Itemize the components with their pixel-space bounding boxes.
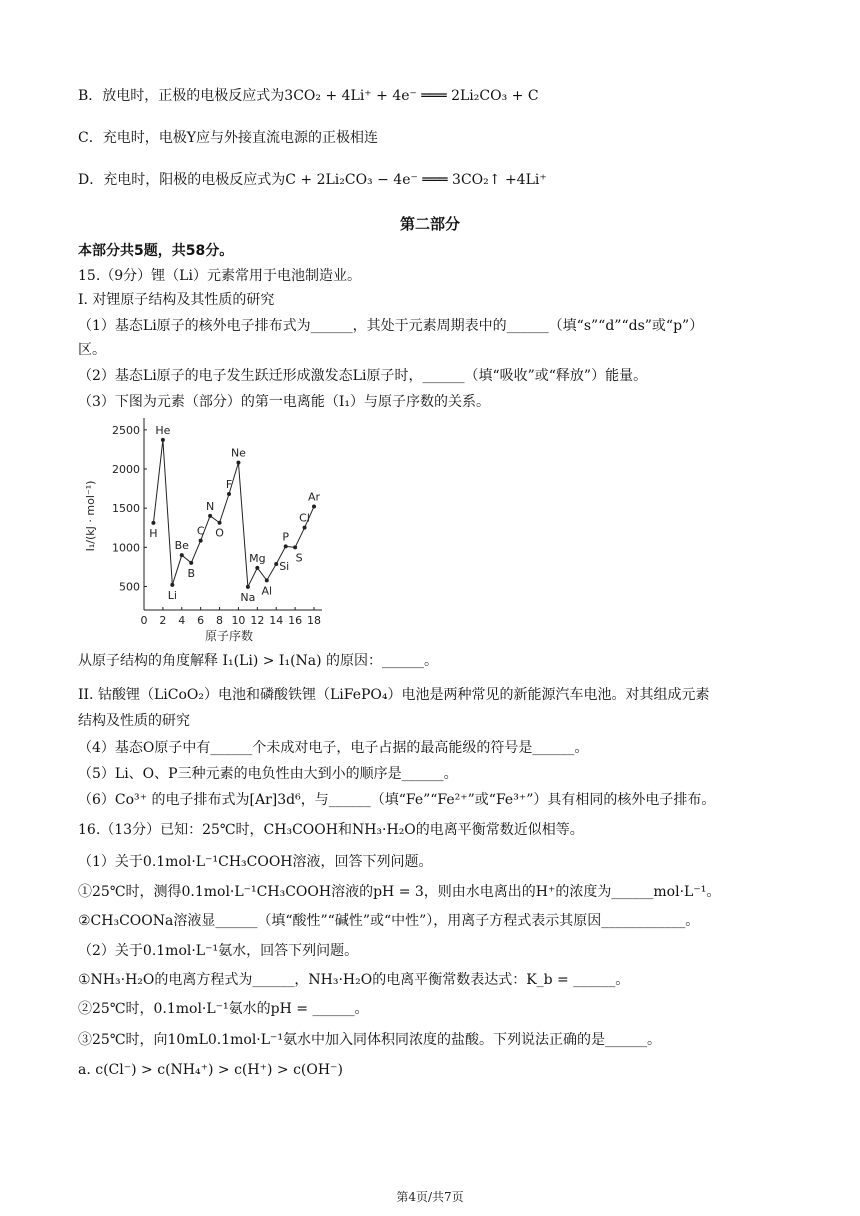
data-point bbox=[274, 562, 278, 566]
data-point bbox=[255, 566, 259, 570]
element-label: Ne bbox=[230, 446, 246, 460]
text-line-q15-II-b: 结构及性质的研究 bbox=[78, 713, 190, 729]
text-line-q15-3: （3）下图为元素（部分）的第一电离能（I₁）与原子序数的关系。 bbox=[78, 394, 491, 410]
data-point bbox=[246, 585, 250, 589]
text-line-optC: C．充电时，电极Y应与外接直流电源的正极相连 bbox=[78, 130, 378, 146]
x-tick-label: 6 bbox=[197, 614, 205, 627]
x-tick-label: 4 bbox=[178, 614, 186, 627]
page-footer: 第4页/共7页 bbox=[396, 1190, 464, 1204]
text-line-q16-2b: ②25℃时，0.1mol·L⁻¹氨水的pH = ______。 bbox=[78, 1001, 369, 1017]
x-tick-label: 14 bbox=[269, 614, 284, 627]
element-label: Na bbox=[240, 590, 256, 604]
text-line-q15-II-a: II. 钴酸锂（LiCoO₂）电池和磷酸铁锂（LiFePO₄）电池是两种常见的新能源汽车电池。对其组成元素 bbox=[78, 687, 710, 703]
element-label: Si bbox=[279, 560, 290, 574]
text-line-q16-1b: ②CH₃COONa溶液显______（填“酸性”“碱性”或“中性”），用离子方程式表示其原因____________。 bbox=[78, 913, 700, 929]
text-line-q15-5: （5）Li、O、P三种元素的电负性由大到小的顺序是______。 bbox=[78, 766, 458, 782]
series-line-1 bbox=[172, 463, 248, 587]
text-line-q15-6: （6）Co³⁺ 的电子排布式为[Ar]3d⁶，与______（填“Fe”“Fe²⁺”或“Fe³⁺”）具有相同的核外电子排布。 bbox=[78, 792, 716, 808]
x-tick-label: 16 bbox=[288, 614, 303, 627]
y-axis-label: I₁/(kJ · mol⁻¹) bbox=[84, 480, 97, 552]
element-label: B bbox=[187, 566, 195, 580]
element-label: C bbox=[196, 524, 205, 538]
data-point bbox=[180, 553, 184, 557]
x-tick-label: 2 bbox=[159, 614, 167, 627]
text-line-q15-3b: 从原子结构的角度解释 I₁(Li) > I₁(Na) 的原因：______。 bbox=[78, 653, 439, 669]
y-tick-label: 500 bbox=[119, 580, 140, 594]
element-label: Cl bbox=[299, 511, 310, 525]
element-label: Ar bbox=[307, 490, 321, 504]
text-line-q15-I: I. 对锂原子结构及其性质的研究 bbox=[78, 292, 275, 308]
element-label: Mg bbox=[249, 551, 266, 565]
element-label: Be bbox=[174, 539, 189, 553]
data-point bbox=[199, 539, 203, 543]
x-tick-label: 8 bbox=[216, 614, 224, 627]
ionization-energy-chart bbox=[72, 414, 332, 646]
text-line-q15: 15.（9分）锂（Li）元素常用于电池制造业。 bbox=[78, 268, 361, 284]
x-tick-label: 18 bbox=[307, 614, 321, 627]
y-tick-label: 1000 bbox=[112, 541, 140, 555]
element-label: O bbox=[215, 526, 224, 540]
data-point bbox=[170, 583, 174, 587]
y-tick-label: 2000 bbox=[112, 463, 140, 476]
y-tick-label: 1500 bbox=[112, 502, 140, 516]
data-point bbox=[227, 492, 231, 496]
text-line-q16-2: （2）关于0.1mol·L⁻¹氨水，回答下列问题。 bbox=[78, 943, 359, 959]
data-point bbox=[218, 521, 222, 525]
element-label: N bbox=[205, 499, 215, 513]
text-line-q15-2: （2）基态Li原子的电子发生跃迁形成激发态Li原子时，______（填“吸收”或“释放”）能量。 bbox=[78, 368, 648, 384]
data-point bbox=[189, 561, 193, 565]
x-tick-label: 12 bbox=[250, 614, 265, 627]
y-tick-label: 2500 bbox=[112, 423, 140, 437]
data-point bbox=[303, 526, 307, 530]
text-line-q16-2a: ①NH₃·H₂O的电离方程式为______，NH₃·H₂O的电离平衡常数表达式：K_b = ______。 bbox=[78, 972, 630, 988]
element-label: S bbox=[295, 551, 303, 565]
element-label: P bbox=[282, 530, 289, 544]
data-point bbox=[208, 514, 212, 518]
x-tick-label: 10 bbox=[231, 614, 246, 627]
text-line-q16-1a: ①25℃时，测得0.1mol·L⁻¹CH₃COOH溶液的pH = 3，则由水电离出的H⁺的浓度为______mol·L⁻¹。 bbox=[78, 884, 721, 900]
text-line-q15-4: （4）基态O原子中有______个未成对电子，电子占据的最高能级的符号是______。 bbox=[78, 740, 589, 756]
data-point bbox=[293, 545, 297, 549]
section-title: 第二部分 bbox=[399, 215, 460, 233]
data-point bbox=[312, 505, 316, 509]
element-label: F bbox=[225, 477, 233, 491]
data-point bbox=[265, 578, 269, 582]
text-line-q15-1a: （1）基态Li原子的核外电子排布式为______，其处于元素周期表中的______（填“s”“d”“ds”或“p”） bbox=[78, 318, 704, 334]
text-line-q16: 16.（13分）已知：25℃时，CH₃COOH和NH₃·H₂O的电离平衡常数近似相等。 bbox=[78, 822, 584, 838]
element-label: Al bbox=[261, 584, 273, 598]
element-label: He bbox=[155, 423, 171, 437]
x-axis-label: 原子序数 bbox=[204, 629, 254, 643]
x-tick-label: 0 bbox=[140, 614, 148, 627]
text-line-q16-2c-a: a. c(Cl⁻) > c(NH₄⁺) > c(H⁺) > c(OH⁻) bbox=[78, 1062, 343, 1078]
text-line-q15-1b: 区。 bbox=[78, 342, 106, 358]
data-point bbox=[151, 521, 155, 525]
text-line-q16-1: （1）关于0.1mol·L⁻¹CH₃COOH溶液，回答下列问题。 bbox=[78, 854, 433, 870]
data-point bbox=[284, 544, 288, 548]
data-point bbox=[161, 438, 165, 442]
text-line-optB: B．放电时，正极的电极反应式为3CO₂ + 4Li⁺ + 4e⁻ ═══ 2Li₂CO₃ + C bbox=[78, 88, 539, 104]
element-label: Li bbox=[167, 588, 177, 602]
text-line-intro: 本部分共5题，共58分。 bbox=[78, 243, 234, 259]
text-line-q16-2c: ③25℃时，向10mL0.1mol·L⁻¹氨水中加入同体积同浓度的盐酸。下列说法正确的是______。 bbox=[78, 1032, 662, 1048]
series-line-0 bbox=[153, 440, 172, 585]
text-line-optD: D．充电时，阳极的电极反应式为C + 2Li₂CO₃ − 4e⁻ ═══ 3CO₂↑ +4Li⁺ bbox=[78, 172, 547, 188]
element-label: H bbox=[149, 526, 158, 540]
data-point bbox=[236, 461, 240, 465]
